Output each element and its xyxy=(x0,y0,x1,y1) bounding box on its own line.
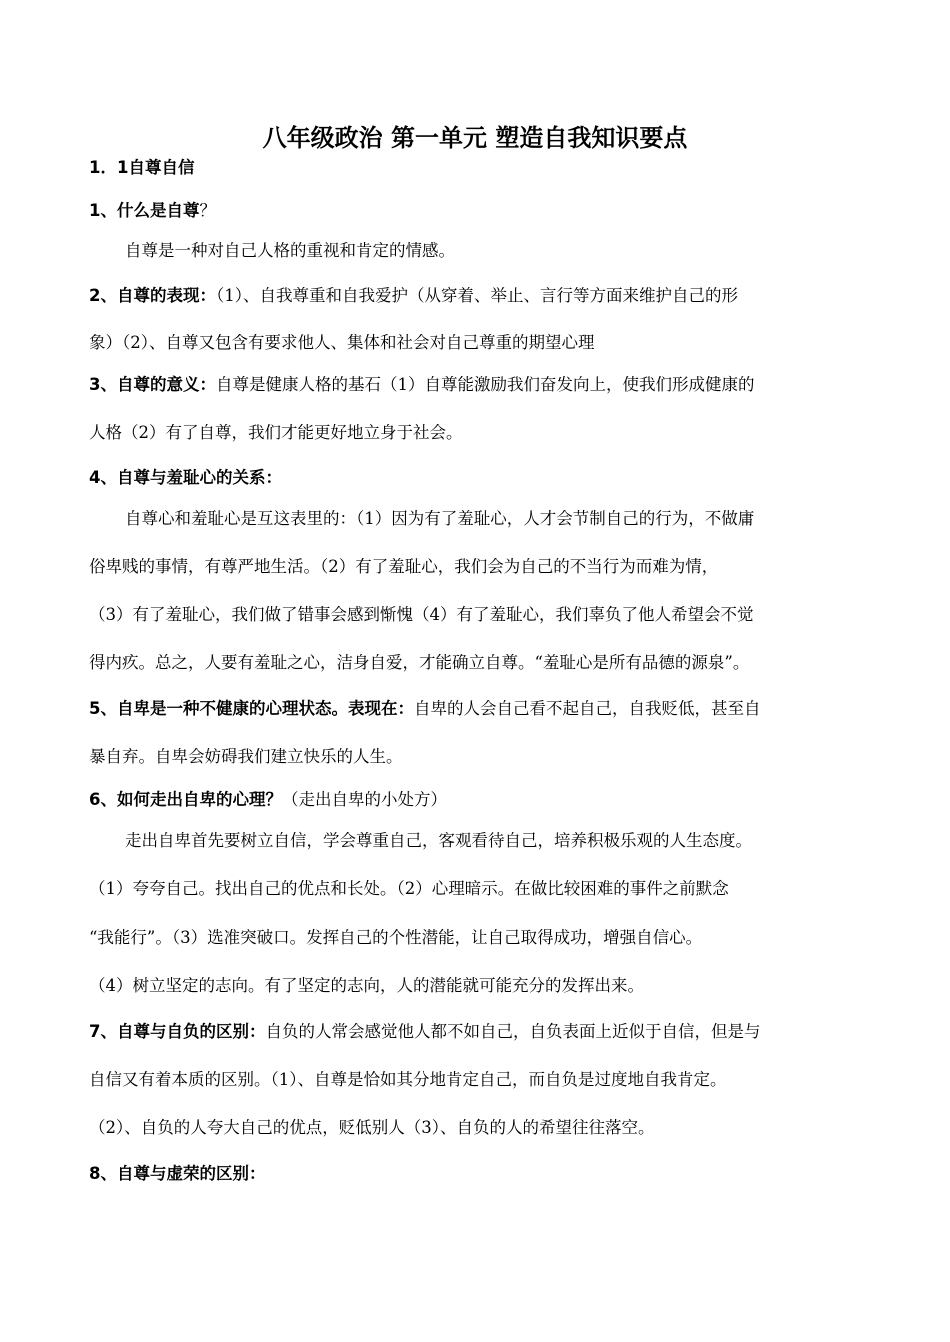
item-7-body-2: （2）、自负的人夸大自己的优点，贬低别人（3）、自负的人的希望往往落空。 xyxy=(89,1118,655,1137)
item-8 xyxy=(89,1161,869,1187)
item-3-text: 自尊是健康人格的基石（1）自尊能激励我们奋发向上，使我们形成健康的 xyxy=(215,375,755,394)
item-5-cont: 暴自弃。自卑会妨碍我们建立快乐的人生。 xyxy=(89,747,403,766)
item-7-body-1: 自信又有着本质的区别。（1）、自尊是恰如其分地肯定自己，而自负是过度地自我肯定。 xyxy=(89,1070,727,1089)
item-6-heading: 6、如何走出自卑的心理？ xyxy=(89,790,282,809)
item-3-cont: 人格（2）有了自尊，我们才能更好地立身于社会。 xyxy=(89,423,463,442)
item-3-heading: 3、自尊的意义： xyxy=(89,375,216,394)
item-1-body: 自尊是一种对自己人格的重视和肯定的情感。 xyxy=(125,241,455,260)
item-4 xyxy=(89,465,869,491)
document-title: 八年级政治 第一单元 塑造自我知识要点 xyxy=(262,124,688,152)
item-2-text: （1）、自我尊重和自我爱护（从穿着、举止、言行等方面来维护自己的形 xyxy=(215,286,738,305)
item-7-text: 自负的人常会感觉他人都不如自己，自负表面上近似于自信，但是与 xyxy=(265,1022,761,1041)
item-4-body-3: （3）有了羞耻心，我们做了错事会感到惭愧（4）有了羞耻心，我们辜负了他人希望会不觉 xyxy=(89,605,754,624)
item-4-body-2: 俗卑贱的事情，有尊严地生活。（2）有了羞耻心，我们会为自己的不当行为而难为情， xyxy=(89,557,719,576)
item-1-heading: 1、什么是自尊 xyxy=(89,201,200,220)
item-7-heading: 7、自尊与自负的区别： xyxy=(89,1022,266,1041)
item-3 xyxy=(89,372,869,398)
item-7 xyxy=(89,1019,869,1045)
item-1-text: ？ xyxy=(199,201,216,220)
item-2-heading: 2、自尊的表现： xyxy=(89,286,216,305)
item-1 xyxy=(89,198,869,224)
item-2-cont: 象）（2）、自尊又包含有要求他人、集体和社会对自己尊重的期望心理 xyxy=(89,333,595,352)
item-5-heading: 5、自卑是一种不健康的心理状态。表现在： xyxy=(89,699,414,718)
item-4-body-4: 得内疚。总之，人要有羞耻之心，洁身自爱，才能确立自尊。“羞耻心是所有品德的源泉”。 xyxy=(89,653,750,672)
item-6-body-4: （4）树立坚定的志向。有了坚定的志向，人的潜能就可能充分的发挥出来。 xyxy=(89,976,644,995)
item-5 xyxy=(89,696,869,722)
item-5-text: 自卑的人会自己看不起自己，自我贬低，甚至自 xyxy=(413,699,761,718)
section-heading: 1．1自尊自信 xyxy=(89,158,195,177)
item-6-body-2: （1）夸夸自己。找出自己的优点和长处。（2）心理暗示。在做比较困难的事件之前默念 xyxy=(89,879,729,898)
item-6-body-1: 走出自卑首先要树立自信，学会尊重自己，客观看待自己，培养积极乐观的人生态度。 xyxy=(125,831,752,850)
item-6-body-3: “我能行”。（3）选准突破口。发挥自己的个性潜能，让自己取得成功，增强自信心。 xyxy=(89,928,703,947)
item-6-text: （走出自卑的小处方） xyxy=(281,790,447,809)
item-4-heading: 4、自尊与羞耻心的关系： xyxy=(89,468,282,487)
item-4-body-1: 自尊心和羞耻心是互这表里的：（1）因为有了羞耻心，人才会节制自己的行为，不做庸 xyxy=(125,509,755,528)
item-2 xyxy=(89,283,869,309)
item-8-heading: 8、自尊与虚荣的区别： xyxy=(89,1164,266,1183)
item-6 xyxy=(89,787,869,813)
